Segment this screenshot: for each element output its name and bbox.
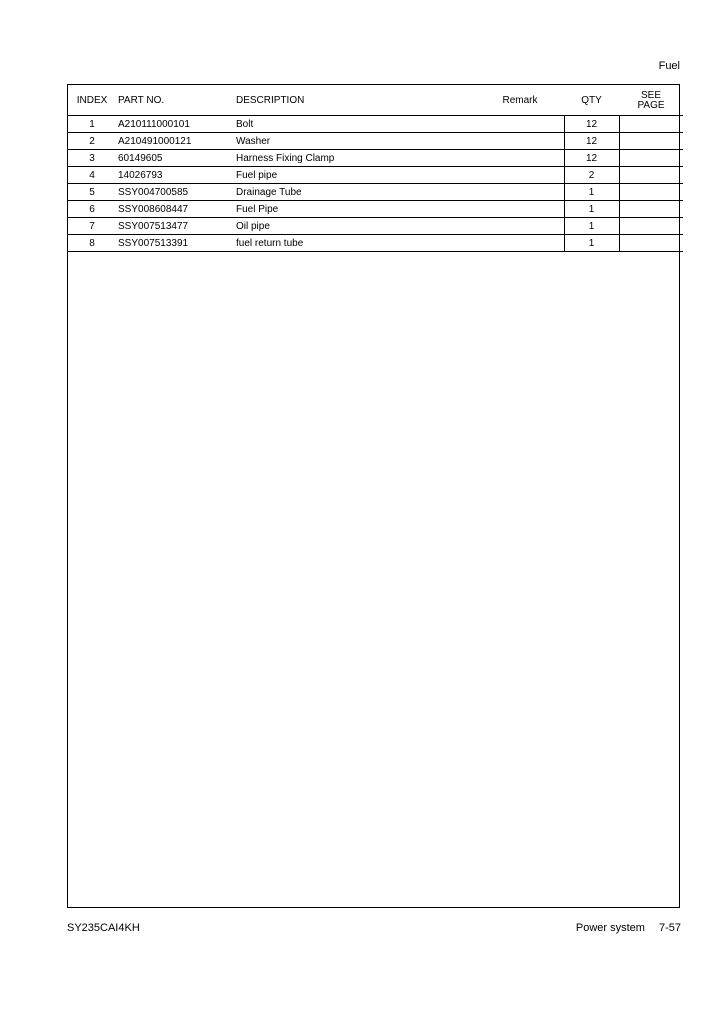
table-row	[68, 218, 683, 235]
col-header-part-no: PART NO.	[116, 85, 234, 116]
parts-list-frame	[67, 84, 680, 908]
footer-chapter: Power system	[575, 922, 645, 934]
cell-part-no: SSY007513391	[116, 235, 234, 252]
cell-qty: 1	[564, 235, 619, 252]
cell-description: Drainage Tube	[234, 184, 476, 201]
cell-remark	[476, 116, 564, 133]
cell-part-no: 14026793	[116, 167, 234, 184]
parts-table	[68, 85, 683, 252]
section-title: Fuel	[658, 60, 680, 72]
col-header-index: INDEX	[68, 85, 116, 116]
cell-remark	[476, 201, 564, 218]
cell-remark	[476, 150, 564, 167]
table-row	[68, 133, 683, 150]
cell-index: 4	[68, 167, 116, 184]
cell-description: Harness Fixing Clamp	[234, 150, 476, 167]
cell-part-no: 60149605	[116, 150, 234, 167]
footer-model: SY235CAI4KH	[67, 922, 140, 934]
cell-description: Oil pipe	[234, 218, 476, 235]
cell-index: 3	[68, 150, 116, 167]
cell-qty: 1	[564, 218, 619, 235]
cell-remark	[476, 184, 564, 201]
col-header-description: DESCRIPTION	[234, 85, 476, 116]
table-row	[68, 201, 683, 218]
table-row	[68, 150, 683, 167]
cell-see-page	[619, 235, 683, 252]
col-header-remark: Remark	[476, 85, 564, 116]
cell-part-no: SSY008608447	[116, 201, 234, 218]
cell-remark	[476, 235, 564, 252]
cell-index: 6	[68, 201, 116, 218]
table-row	[68, 235, 683, 252]
cell-qty: 12	[564, 150, 619, 167]
table-header-row	[68, 85, 683, 116]
cell-description: Fuel pipe	[234, 167, 476, 184]
cell-qty: 1	[564, 184, 619, 201]
cell-description: Fuel Pipe	[234, 201, 476, 218]
cell-see-page	[619, 218, 683, 235]
cell-part-no: SSY004700585	[116, 184, 234, 201]
col-header-qty: QTY	[564, 85, 619, 116]
cell-qty: 12	[564, 116, 619, 133]
col-header-see-page	[619, 85, 683, 116]
cell-qty: 2	[564, 167, 619, 184]
cell-index: 5	[68, 184, 116, 201]
see-page-line2: PAGE	[637, 100, 665, 111]
cell-part-no: A210111000101	[116, 116, 234, 133]
cell-part-no: A210491000121	[116, 133, 234, 150]
cell-description: Bolt	[234, 116, 476, 133]
cell-qty: 12	[564, 133, 619, 150]
cell-see-page	[619, 184, 683, 201]
cell-see-page	[619, 116, 683, 133]
cell-index: 7	[68, 218, 116, 235]
cell-remark	[476, 133, 564, 150]
table-row	[68, 167, 683, 184]
footer-page-info	[576, 922, 681, 934]
cell-index: 1	[68, 116, 116, 133]
see-page-line1: SEE	[640, 90, 661, 101]
cell-remark	[476, 167, 564, 184]
cell-description: Washer	[234, 133, 476, 150]
cell-index: 8	[68, 235, 116, 252]
cell-see-page	[619, 201, 683, 218]
cell-see-page	[619, 167, 683, 184]
table-row	[68, 116, 683, 133]
cell-see-page	[619, 133, 683, 150]
cell-part-no: SSY007513477	[116, 218, 234, 235]
footer-page-number: 7-57	[658, 922, 681, 934]
cell-qty: 1	[564, 201, 619, 218]
cell-index: 2	[68, 133, 116, 150]
table-row	[68, 184, 683, 201]
cell-remark	[476, 218, 564, 235]
cell-description: fuel return tube	[234, 235, 476, 252]
cell-see-page	[619, 150, 683, 167]
